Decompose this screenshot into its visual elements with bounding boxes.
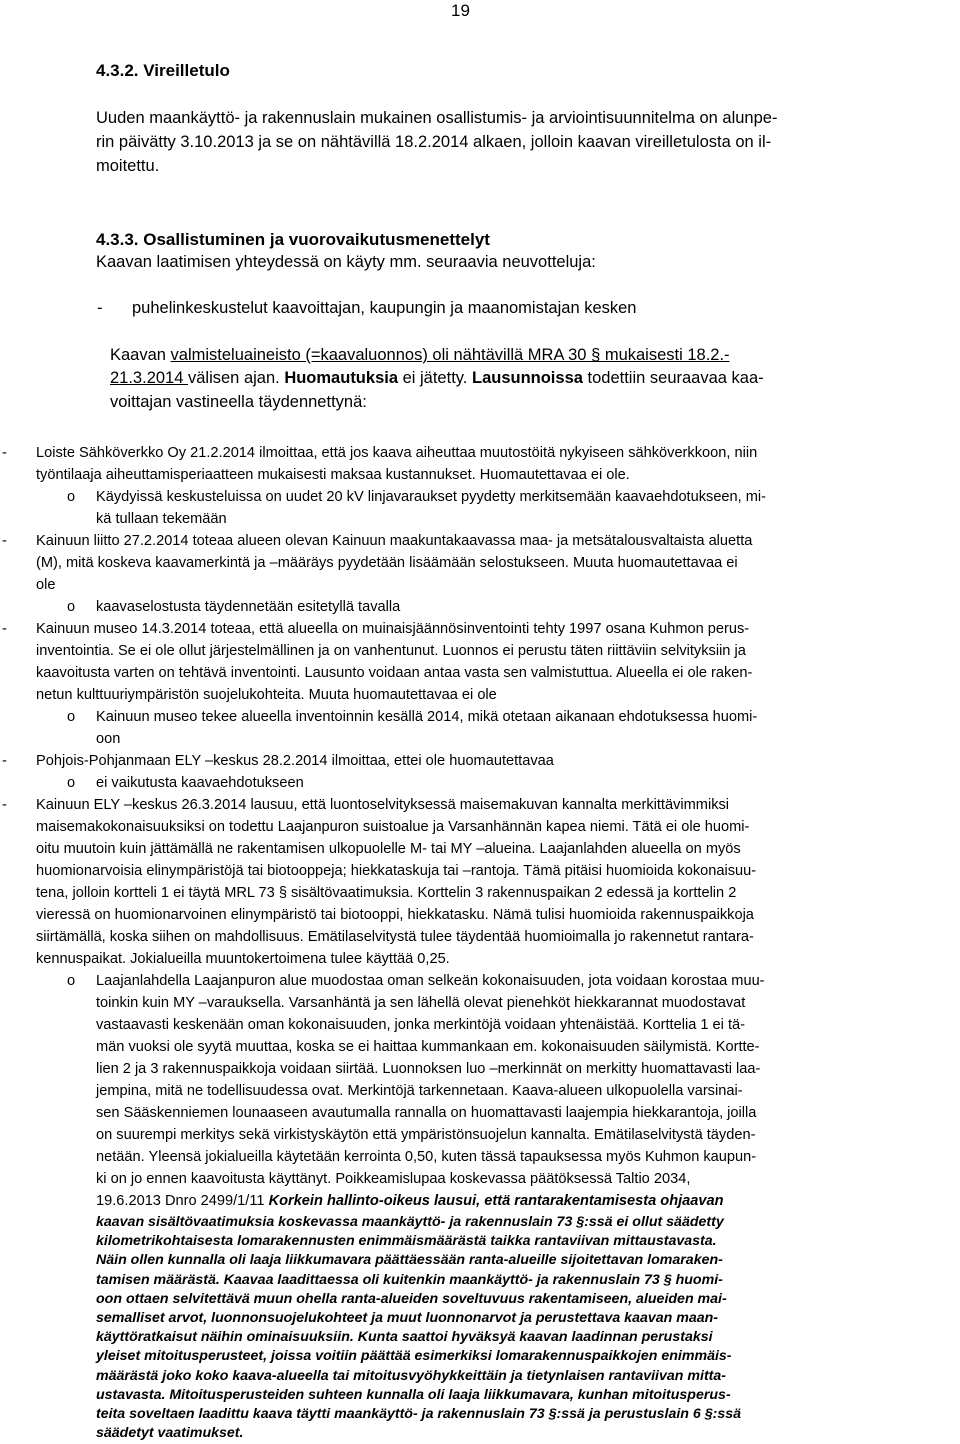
list-dash: -	[97, 299, 103, 317]
response-line: kaavaselostusta täydennetään esitetyllä tavalla	[96, 599, 401, 615]
response-bullet: o	[67, 599, 76, 615]
response-line: vastaavasti keskenään oman kokonaisuuden, jonka merkintöjä voidaan yhtenäistää. Korttelia 1 ei tä-	[96, 1017, 746, 1033]
statement-dash: -	[2, 753, 7, 769]
paragraph-line: moitettu.	[96, 157, 160, 175]
response-line: Kainuun museo tekee alueella inventoinnin kesällä 2014, mikä otetaan aikanaan ehdotuksessa huomi-	[96, 709, 758, 725]
court-ruling-line: säädetyt vaatimukset.	[96, 1425, 244, 1442]
section-heading-osallistuminen: 4.3.3. Osallistuminen ja vuorovaikutusmenettelyt	[96, 230, 490, 249]
statement-line: kennuspaikat. Jokialueilla muuntokertoimena tulee käyttää 0,25.	[36, 951, 450, 967]
response-line: oon	[96, 731, 121, 747]
statement-line: Kainuun ELY –keskus 26.3.2014 lausuu, että luontoselvityksessä maisemakuvan kannalta merkittävimmiksi	[36, 797, 730, 813]
intro-text: Kaavan laatimisen yhteydessä on käyty mm. seuraavia neuvotteluja:	[96, 253, 596, 271]
statement-line: Kainuun liitto 27.2.2014 toteaa alueen olevan Kainuun maakuntakaavassa maa- ja metsätalousvaltaista aluetta	[36, 533, 753, 549]
response-line: sen Sääskenniemen lounaaseen avautumalla rannalla on huomattavasti laajempia hiekkarantoja, joilla	[96, 1105, 757, 1121]
statement-line: (M), mitä koskeva kaavamerkintä ja –määräys pyydetään lisäämään selostukseen. Muuta huomautettavaa ei	[36, 555, 738, 571]
statement-dash: -	[2, 445, 7, 461]
availability-line-1: Kaavan valmisteluaineisto (=kaavaluonnos) oli nähtävillä MRA 30 § mukaisesti 18.2.-	[110, 346, 730, 364]
response-line: ki on jo ennen kaavoitusta käyttänyt. Poikkeamislupaa koskevassa päätöksessä Taltio 2034,	[96, 1171, 691, 1187]
response-line: jempina, mitä ne todellisuudessa ovat. Merkintöjä tarkennetaan. Kaava-alueen ulkopuolella varsinai-	[96, 1083, 743, 1099]
availability-line-3: voittajan vastineella täydennettynä:	[110, 393, 367, 411]
court-ruling-line: käyttöratkaisut näihin ominaisuuksiin. Kunta saattoi hyväksyä kaavan laadinnan perustaksi	[96, 1329, 713, 1346]
statement-line: netun kulttuuriympäristön suojelukohteita. Muuta huomautettavaa ei ole	[36, 687, 497, 703]
court-ruling-line: semalliset arvot, luonnonsuojelukohteet ja muut luonnonarvot ja perustettava kaavan maan-	[96, 1310, 719, 1326]
statement-line: kaavoitusta varten on tehtävä inventointi. Lausunto voidaan antaa vasta sen valmistuttua. Alueella ei ole raken-	[36, 665, 753, 681]
court-ruling-line: yleiset mitoitusperusteet, joissa voitiin päättää esimerkiksi lomarakennuspaikkojen enimmäis-	[96, 1348, 732, 1365]
response-line: lien 2 ja 3 rakennuspaikkoja voidaan siirtää. Luonnoksen luo –merkinnät on merkitty huomattavasti laa-	[96, 1061, 761, 1077]
negotiation-item: puhelinkeskustelut kaavoittajan, kaupungin ja maanomistajan kesken	[132, 299, 637, 317]
response-line: män vuoksi ole syytä muuttaa, koska se ei haittaa kummankaan em. kokonaisuuden säilymistä. Kortte-	[96, 1039, 760, 1055]
statement-line: vieressä on huomionarvoinen elinympäristö tai biotooppi, hiekkatasku. Nämä tulisi huomioida rakennuspaikkoja	[36, 907, 754, 923]
statement-line: ole	[36, 577, 56, 593]
court-ruling-line: kilometrikohtaisesta lomarakennusten enimmäismäärästä taikka rantaviivan mittaustavasta.	[96, 1233, 717, 1250]
statement-dash: -	[2, 621, 7, 637]
statement-line: Pohjois-Pohjanmaan ELY –keskus 28.2.2014 ilmoittaa, ettei ole huomautettavaa	[36, 753, 554, 769]
response-line: Käydyissä keskusteluissa on uudet 20 kV linjavaraukset pyydetty merkitsemään kaavaehdotukseen, mi-	[96, 489, 767, 505]
response-line: toinkin kuin MY –varauksella. Varsanhäntä ja sen lähellä olevat pienehköt hiekkarannat muodostavat	[96, 995, 746, 1011]
court-ruling-line: kaavan sisältövaatimuksia koskevassa maankäyttö- ja rakennuslain 73 §:ssä ei ollut säädetty	[96, 1214, 724, 1230]
paragraph-line: Uuden maankäyttö- ja rakennuslain mukainen osallistumis- ja arviointisuunnitelma on alunpe-	[96, 109, 778, 127]
court-ruling-line: Näin ollen kunnalla oli laaja liikkumavara päättäessään ranta-alueille sijoitettavan lomaraken-	[96, 1252, 723, 1269]
response-bullet: o	[67, 489, 76, 505]
response-line: netään. Yleensä jokialueilla käytetään kerrointa 0,50, kuten tässä tapauksessa myös Kuhmon kaupun-	[96, 1149, 757, 1165]
response-line: kä tullaan tekemään	[96, 511, 227, 527]
statement-line: oitu muutoin kuin jättämällä ne rakentamisen ulkopuolelle M- tai MY –alueina. Laajanlahden alueella on myös	[36, 841, 741, 857]
section-heading-vireilletulo: 4.3.2. Vireilletulo	[96, 61, 230, 80]
statement-line: maisemakokonaisuuksiksi on todettu Laajanpuron suistoalue ja Varsanhännän kapea niemi. Tätä ei ole huomi-	[36, 819, 750, 835]
court-ruling-line: tamisen määrästä. Kaavaa laadittaessa oli kuitenkin maankäyttö- ja rakennuslain 73 § huomi-	[96, 1271, 723, 1288]
response-bullet: o	[67, 709, 76, 725]
response-bullet: o	[67, 973, 76, 989]
court-ruling-line: oon ottaen selvitettävä muun ohella ranta-alueiden soveltuvuus rakentamiseen, alueiden mai-	[96, 1290, 727, 1307]
statement-line: inventointia. Se ei ole ollut järjestelmällinen ja on vanhentunut. Luonnos ei perustu täten riittäviin selvityksiin ja	[36, 643, 746, 659]
statement-line: Loiste Sähköverkko Oy 21.2.2014 ilmoittaa, että jos kaava aiheuttaa muutostöitä nykyiseen sähköverkkoon, niin	[36, 445, 758, 461]
statement-line: tena, jolloin kortteli 1 ei täytä MRL 73 § sisältövaatimuksia. Korttelin 3 rakennuspaikan 2 edessä ja korttelin 2	[36, 885, 737, 901]
response-line: ei vaikutusta kaavaehdotukseen	[96, 775, 304, 791]
response-line: Laajanlahdella Laajanpuron alue muodostaa oman selkeän kokonaisuuden, jota voidaan korostaa muu-	[96, 973, 765, 989]
statement-dash: -	[2, 797, 7, 813]
page-number: 19	[451, 1, 470, 20]
response-bullet: o	[67, 775, 76, 791]
court-ruling-line: ustavasta. Mitoitusperusteiden suhteen kunnalla oli laaja liikkumavara, kunhan mitoitusperus-	[96, 1386, 731, 1403]
court-ruling-line: määrästä joko koko kaava-alueella tai mitoitusvyöhykkeittäin ja tietynlaisen rantaviivan mitta-	[96, 1367, 727, 1384]
statement-dash: -	[2, 533, 7, 549]
response-line-mixed: 19.6.2013 Dnro 2499/1/11 Korkein hallinto-oikeus lausui, että rantarakentamisesta ohjaavan	[96, 1193, 724, 1209]
statement-line: työntilaaja aiheuttamisperiaatteen mukaisesti maksaa kustannukset. Huomautettavaa ei ole.	[36, 467, 630, 483]
paragraph-line: rin päivätty 3.10.2013 ja se on nähtävillä 18.2.2014 alkaen, jolloin kaavan vireilletulosta on il-	[96, 133, 772, 151]
court-ruling-line: teita soveltaen laadittu kaava täytti maankäyttö- ja rakennuslain 73 §:ssä ja perustuslain 6 §:ssä	[96, 1406, 742, 1422]
statement-line: Kainuun museo 14.3.2014 toteaa, että alueella on muinaisjäännösinventointi tehty 1997 osana Kuhmon perus-	[36, 621, 750, 637]
statement-line: siirtämällä, koska siihen on mahdollisuus. Emätilaselvitystä tulee täydentää huomioimalla jo rakennetut rantara-	[36, 929, 754, 945]
availability-line-2: 21.3.2014 välisen ajan. Huomautuksia ei jätetty. Lausunnoissa todettiin seuraavaa kaa-	[110, 369, 764, 387]
response-line: on suurempi merkitys sekä virkistyskäytön että ympäristönsuojelun kannalta. Emätilaselvitystä täyden-	[96, 1127, 756, 1143]
statement-line: huomionarvoisia elinympäristöjä tai biotooppeja; hiekkataskuja tai –rantoja. Tämä pitäisi huomioida kokonaisuu-	[36, 863, 757, 879]
